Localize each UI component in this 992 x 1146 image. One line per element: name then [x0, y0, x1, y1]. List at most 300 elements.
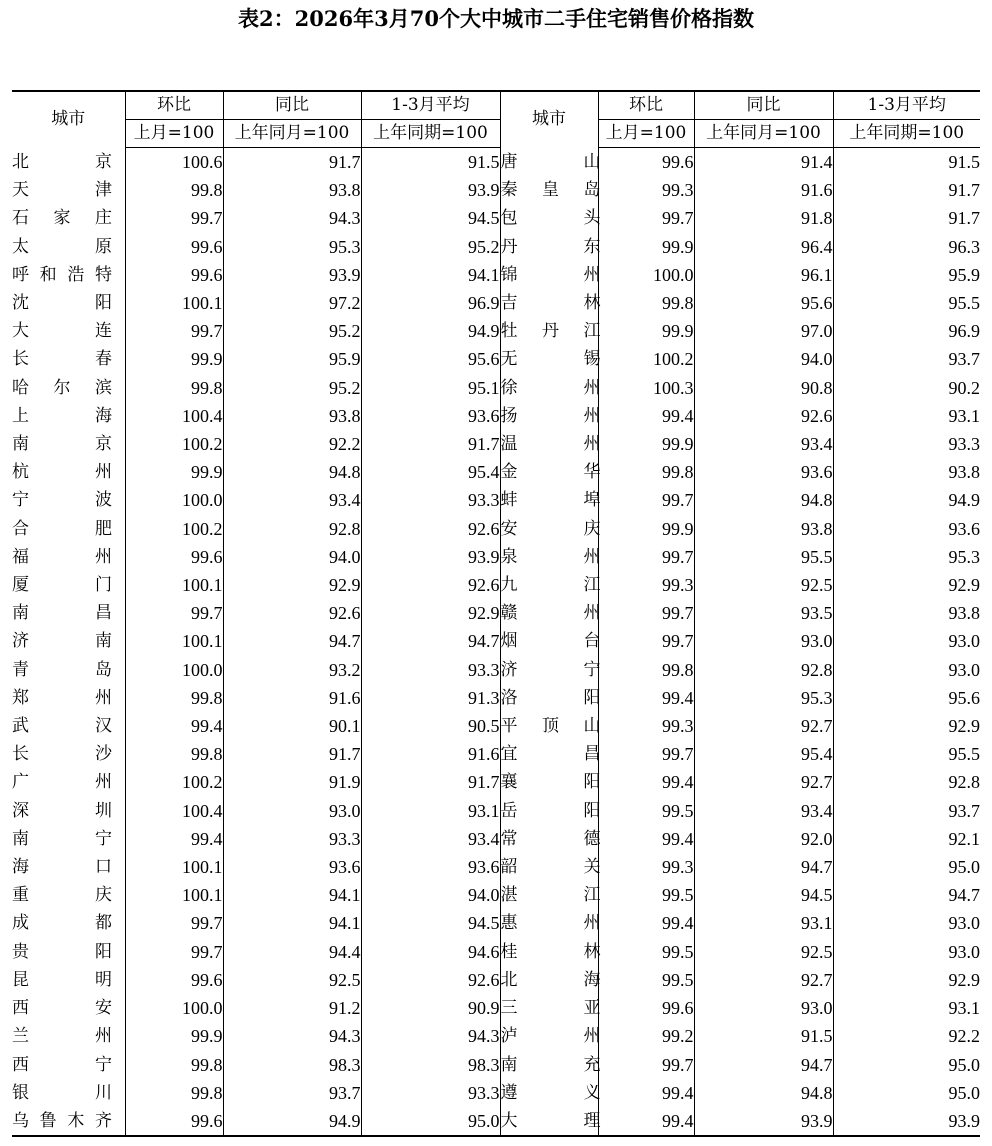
city-char: 林 — [583, 941, 601, 962]
city-char: 厦 — [12, 575, 29, 596]
avg-value-left: 94.5 — [361, 204, 500, 232]
mom-value-right: 99.3 — [598, 853, 694, 881]
avg-value-right: 92.8 — [833, 768, 980, 796]
mom-value-right: 99.3 — [598, 176, 694, 204]
city-char: 门 — [95, 575, 112, 596]
avg-value-left: 92.6 — [361, 966, 500, 994]
city-cell-left — [12, 1051, 125, 1079]
city-char: 北 — [12, 151, 29, 172]
table-row — [12, 233, 980, 261]
yoy-value-right: 93.6 — [694, 458, 833, 486]
yoy-value-right: 96.1 — [694, 261, 833, 289]
city-char: 家 — [53, 208, 71, 229]
avg-value-left: 92.9 — [361, 599, 500, 627]
yoy-value-left: 94.3 — [223, 204, 361, 232]
city-char: 州 — [583, 264, 601, 285]
yoy-value-left: 94.9 — [223, 1107, 361, 1136]
mom-value-left: 99.7 — [125, 204, 223, 232]
city-name — [501, 938, 601, 966]
city-char: 明 — [95, 969, 112, 990]
city-char: 沈 — [12, 293, 29, 314]
city-name — [12, 938, 112, 966]
avg-value-left: 94.0 — [361, 881, 500, 909]
city-name — [12, 853, 112, 881]
yoy-value-left: 95.2 — [223, 374, 361, 402]
yoy-value-right: 93.4 — [694, 430, 833, 458]
yoy-value-right: 94.5 — [694, 881, 833, 909]
mom-value-left: 100.0 — [125, 486, 223, 514]
city-char: 和 — [39, 264, 57, 285]
mom-value-right: 99.5 — [598, 881, 694, 909]
avg-value-left: 91.7 — [361, 430, 500, 458]
yoy-value-right: 92.0 — [694, 825, 833, 853]
city-char: 包 — [500, 208, 518, 229]
city-name — [501, 148, 601, 176]
city-cell-right — [500, 1051, 601, 1079]
yoy-value-left: 95.3 — [223, 233, 361, 261]
city-char: 州 — [583, 913, 601, 934]
price-index-table — [12, 90, 980, 1137]
city-name — [501, 627, 601, 655]
avg-value-left: 93.3 — [361, 1079, 500, 1107]
yoy-value-left: 91.7 — [223, 148, 361, 177]
avg-value-left: 94.3 — [361, 1022, 500, 1050]
city-cell-right — [500, 458, 601, 486]
city-char: 州 — [583, 405, 601, 426]
table-row — [12, 1107, 980, 1136]
city-cell-left — [12, 204, 125, 232]
city-char: 庆 — [583, 518, 601, 539]
table-body — [12, 148, 980, 1137]
city-char: 皇 — [542, 180, 559, 201]
avg-value-right: 93.1 — [833, 994, 980, 1022]
mom-value-right: 99.2 — [598, 1022, 694, 1050]
avg-value-right: 95.0 — [833, 1079, 980, 1107]
yoy-value-right: 93.9 — [694, 1107, 833, 1136]
city-char: 州 — [583, 1026, 601, 1047]
table-row — [12, 289, 980, 317]
city-cell-left — [12, 797, 125, 825]
mom-value-left: 99.6 — [125, 966, 223, 994]
city-char: 州 — [95, 546, 112, 567]
mom-value-left: 100.6 — [125, 148, 223, 177]
yoy-value-right: 97.0 — [694, 317, 833, 345]
avg-value-left: 94.9 — [361, 317, 500, 345]
city-char: 南 — [12, 434, 29, 455]
mom-value-left: 99.7 — [125, 599, 223, 627]
mom-value-right: 99.5 — [598, 938, 694, 966]
city-char: 湛 — [500, 885, 518, 906]
avg-value-right: 93.3 — [833, 430, 980, 458]
table-row — [12, 402, 980, 430]
mom-value-left: 99.7 — [125, 909, 223, 937]
table-row — [12, 486, 980, 514]
table-row — [12, 994, 980, 1022]
city-char: 乌 — [12, 1110, 29, 1131]
city-name — [12, 374, 112, 402]
city-char: 丹 — [500, 236, 518, 257]
city-name — [501, 1079, 601, 1107]
city-name — [501, 1022, 601, 1050]
city-cell-left — [12, 1107, 125, 1136]
city-char: 口 — [95, 857, 112, 878]
table-row — [12, 374, 980, 402]
mom-value-right: 99.6 — [598, 148, 694, 177]
city-char: 齐 — [94, 1110, 112, 1131]
avg-value-right: 96.3 — [833, 233, 980, 261]
mom-value-right: 99.7 — [598, 1051, 694, 1079]
mom-value-right: 99.9 — [598, 317, 694, 345]
city-cell-left — [12, 515, 125, 543]
yoy-value-right: 93.4 — [694, 797, 833, 825]
city-char: 大 — [12, 321, 29, 342]
city-char: 惠 — [500, 913, 518, 934]
mom-value-left: 100.4 — [125, 797, 223, 825]
city-char: 鲁 — [39, 1110, 57, 1131]
city-cell-right — [500, 543, 601, 571]
city-char: 泉 — [500, 546, 518, 567]
city-char: 州 — [583, 434, 601, 455]
yoy-value-right: 95.4 — [694, 740, 833, 768]
city-cell-left — [12, 374, 125, 402]
table-row — [12, 881, 980, 909]
city-char: 汉 — [95, 716, 112, 737]
table-row — [12, 1079, 980, 1107]
city-name — [501, 289, 601, 317]
city-cell-right — [500, 825, 601, 853]
city-char: 充 — [583, 1054, 601, 1075]
avg-value-right: 95.5 — [833, 289, 980, 317]
mom-value-right: 99.7 — [598, 599, 694, 627]
mom-value-left: 100.1 — [125, 571, 223, 599]
city-cell-left — [12, 656, 125, 684]
city-char: 赣 — [500, 603, 518, 624]
city-name — [12, 345, 112, 373]
city-name — [12, 289, 112, 317]
mom-value-right: 100.3 — [598, 374, 694, 402]
yoy-value-right: 91.4 — [694, 148, 833, 177]
avg-value-left: 94.5 — [361, 909, 500, 937]
city-char: 昌 — [95, 603, 112, 624]
city-cell-right — [500, 599, 601, 627]
city-name — [501, 909, 601, 937]
yoy-value-left: 92.9 — [223, 571, 361, 599]
mom-value-left: 99.8 — [125, 684, 223, 712]
city-cell-left — [12, 712, 125, 740]
city-name — [501, 712, 601, 740]
city-char: 京 — [95, 151, 112, 172]
city-char: 银 — [12, 1082, 29, 1103]
avg-value-left: 90.5 — [361, 712, 500, 740]
city-cell-right — [500, 345, 601, 373]
city-name — [501, 458, 601, 486]
city-char: 圳 — [95, 800, 112, 821]
avg-value-left: 93.3 — [361, 656, 500, 684]
city-char: 襄 — [500, 772, 518, 793]
header-yoy-base-right: 上年同月=100 — [694, 120, 833, 148]
city-char: 金 — [500, 462, 518, 483]
city-char: 杭 — [12, 462, 29, 483]
city-name — [501, 966, 601, 994]
yoy-value-left: 95.2 — [223, 317, 361, 345]
mom-value-left: 100.1 — [125, 627, 223, 655]
yoy-value-left: 98.3 — [223, 1051, 361, 1079]
city-char: 特 — [94, 264, 112, 285]
yoy-value-left: 94.7 — [223, 627, 361, 655]
city-cell-right — [500, 374, 601, 402]
table-row — [12, 543, 980, 571]
avg-value-left: 91.3 — [361, 684, 500, 712]
yoy-value-left: 94.4 — [223, 938, 361, 966]
city-char: 岳 — [500, 800, 518, 821]
table-row — [12, 740, 980, 768]
city-char: 庆 — [95, 885, 112, 906]
yoy-value-left: 93.6 — [223, 853, 361, 881]
yoy-value-left: 90.1 — [223, 712, 361, 740]
city-char: 埠 — [583, 490, 601, 511]
avg-value-right: 94.9 — [833, 486, 980, 514]
city-char: 合 — [12, 518, 29, 539]
mom-value-left: 99.7 — [125, 938, 223, 966]
header-yoy-left: 同比 — [223, 91, 361, 120]
header-mom-left: 环比 — [125, 91, 223, 120]
city-cell-left — [12, 599, 125, 627]
yoy-value-left: 93.8 — [223, 176, 361, 204]
avg-value-left: 98.3 — [361, 1051, 500, 1079]
header-mom-base-left: 上月=100 — [125, 120, 223, 148]
mom-value-left: 99.4 — [125, 712, 223, 740]
city-name — [501, 543, 601, 571]
mom-value-left: 99.8 — [125, 176, 223, 204]
city-char: 东 — [583, 236, 601, 257]
city-char: 州 — [95, 687, 112, 708]
table-row — [12, 204, 980, 232]
city-cell-left — [12, 853, 125, 881]
yoy-value-left: 91.6 — [223, 684, 361, 712]
city-char: 桂 — [500, 941, 518, 962]
city-cell-right — [500, 627, 601, 655]
city-char: 山 — [583, 151, 601, 172]
city-char: 无 — [500, 349, 518, 370]
table-row — [12, 938, 980, 966]
city-char: 吉 — [500, 293, 518, 314]
city-char: 济 — [12, 631, 29, 652]
city-name — [12, 740, 112, 768]
city-name — [501, 881, 601, 909]
yoy-value-left: 94.1 — [223, 909, 361, 937]
city-cell-right — [500, 684, 601, 712]
table-row — [12, 261, 980, 289]
city-char: 理 — [583, 1110, 601, 1131]
city-cell-left — [12, 543, 125, 571]
city-name — [12, 881, 112, 909]
avg-value-right: 93.0 — [833, 656, 980, 684]
city-char: 波 — [95, 490, 112, 511]
table-row — [12, 797, 980, 825]
city-cell-right — [500, 994, 601, 1022]
header-avg-left: 1-3月平均 — [361, 91, 500, 120]
city-name — [501, 374, 601, 402]
city-cell-right — [500, 768, 601, 796]
city-name — [12, 176, 112, 204]
yoy-value-left: 92.2 — [223, 430, 361, 458]
city-cell-left — [12, 317, 125, 345]
city-cell-right — [500, 148, 601, 177]
table-row — [12, 430, 980, 458]
city-name — [12, 627, 112, 655]
mom-value-right: 99.4 — [598, 402, 694, 430]
table-row — [12, 176, 980, 204]
city-cell-left — [12, 938, 125, 966]
city-char: 深 — [12, 800, 29, 821]
avg-value-left: 95.2 — [361, 233, 500, 261]
avg-value-left: 93.6 — [361, 402, 500, 430]
yoy-value-right: 92.5 — [694, 938, 833, 966]
mom-value-right: 100.0 — [598, 261, 694, 289]
city-name — [12, 486, 112, 514]
mom-value-left: 100.2 — [125, 430, 223, 458]
city-name — [501, 204, 601, 232]
mom-value-left: 100.1 — [125, 289, 223, 317]
mom-value-left: 100.2 — [125, 515, 223, 543]
city-name — [501, 486, 601, 514]
city-cell-left — [12, 825, 125, 853]
city-cell-right — [500, 712, 601, 740]
city-char: 岛 — [583, 180, 601, 201]
city-cell-left — [12, 740, 125, 768]
mom-value-right: 99.4 — [598, 825, 694, 853]
avg-value-left: 94.1 — [361, 261, 500, 289]
avg-value-left: 91.6 — [361, 740, 500, 768]
yoy-value-left: 94.1 — [223, 881, 361, 909]
city-char: 州 — [95, 1026, 112, 1047]
city-char: 韶 — [500, 857, 518, 878]
city-name — [501, 430, 601, 458]
mom-value-right: 99.7 — [598, 204, 694, 232]
city-name — [501, 233, 601, 261]
mom-value-right: 99.3 — [598, 712, 694, 740]
yoy-value-left: 91.7 — [223, 740, 361, 768]
header-city-left: 城市 — [12, 91, 125, 148]
city-char: 成 — [12, 913, 29, 934]
city-char: 川 — [95, 1082, 112, 1103]
table-row — [12, 148, 980, 177]
yoy-value-right: 92.7 — [694, 768, 833, 796]
avg-value-right: 95.6 — [833, 684, 980, 712]
city-cell-left — [12, 289, 125, 317]
city-char: 宁 — [583, 659, 601, 680]
city-cell-right — [500, 853, 601, 881]
mom-value-left: 99.9 — [125, 458, 223, 486]
mom-value-left: 99.4 — [125, 825, 223, 853]
city-char: 蚌 — [500, 490, 518, 511]
mom-value-left: 99.8 — [125, 1051, 223, 1079]
avg-value-right: 92.9 — [833, 712, 980, 740]
city-name — [501, 825, 601, 853]
city-name — [12, 430, 112, 458]
mom-value-right: 99.4 — [598, 768, 694, 796]
yoy-value-left: 93.2 — [223, 656, 361, 684]
mom-value-right: 99.9 — [598, 515, 694, 543]
avg-value-right: 93.0 — [833, 909, 980, 937]
yoy-value-right: 94.8 — [694, 486, 833, 514]
mom-value-right: 99.8 — [598, 289, 694, 317]
yoy-value-right: 91.8 — [694, 204, 833, 232]
yoy-value-right: 93.1 — [694, 909, 833, 937]
city-cell-right — [500, 486, 601, 514]
city-char: 洛 — [500, 687, 518, 708]
city-name — [12, 909, 112, 937]
avg-value-left: 91.7 — [361, 768, 500, 796]
city-char: 遵 — [500, 1082, 518, 1103]
yoy-value-right: 92.8 — [694, 656, 833, 684]
yoy-value-left: 93.9 — [223, 261, 361, 289]
city-name — [501, 797, 601, 825]
avg-value-left: 93.9 — [361, 543, 500, 571]
city-cell-left — [12, 233, 125, 261]
mom-value-right: 99.4 — [598, 684, 694, 712]
city-cell-right — [500, 289, 601, 317]
city-cell-left — [12, 1079, 125, 1107]
mom-value-left: 100.0 — [125, 656, 223, 684]
city-cell-left — [12, 176, 125, 204]
city-char: 顶 — [542, 716, 559, 737]
city-name — [12, 768, 112, 796]
city-char: 州 — [583, 546, 601, 567]
city-cell-left — [12, 881, 125, 909]
avg-value-right: 90.2 — [833, 374, 980, 402]
yoy-value-left: 93.0 — [223, 797, 361, 825]
city-cell-left — [12, 909, 125, 937]
city-name — [501, 515, 601, 543]
avg-value-left: 92.6 — [361, 571, 500, 599]
yoy-value-right: 93.8 — [694, 515, 833, 543]
avg-value-right: 92.2 — [833, 1022, 980, 1050]
city-cell-left — [12, 571, 125, 599]
city-char: 安 — [500, 518, 518, 539]
city-char: 江 — [583, 321, 601, 342]
city-name — [501, 994, 601, 1022]
city-char: 武 — [12, 716, 29, 737]
city-char: 太 — [12, 236, 29, 257]
city-char: 广 — [12, 772, 29, 793]
city-char: 贵 — [12, 941, 29, 962]
city-cell-right — [500, 881, 601, 909]
city-name — [501, 684, 601, 712]
table-row — [12, 599, 980, 627]
avg-value-left: 95.4 — [361, 458, 500, 486]
mom-value-left: 100.0 — [125, 994, 223, 1022]
city-cell-left — [12, 458, 125, 486]
yoy-value-right: 94.8 — [694, 1079, 833, 1107]
yoy-value-left: 93.8 — [223, 402, 361, 430]
yoy-value-left: 92.8 — [223, 515, 361, 543]
avg-value-right: 93.7 — [833, 797, 980, 825]
city-name — [501, 768, 601, 796]
city-cell-left — [12, 994, 125, 1022]
city-cell-right — [500, 938, 601, 966]
city-char: 锦 — [500, 264, 518, 285]
yoy-value-right: 92.7 — [694, 966, 833, 994]
table-row — [12, 1051, 980, 1079]
city-char: 上 — [12, 405, 29, 426]
mom-value-left: 99.6 — [125, 543, 223, 571]
mom-value-right: 99.7 — [598, 627, 694, 655]
city-name — [501, 261, 601, 289]
city-char: 庄 — [95, 208, 112, 229]
yoy-value-left: 92.6 — [223, 599, 361, 627]
table-row — [12, 768, 980, 796]
